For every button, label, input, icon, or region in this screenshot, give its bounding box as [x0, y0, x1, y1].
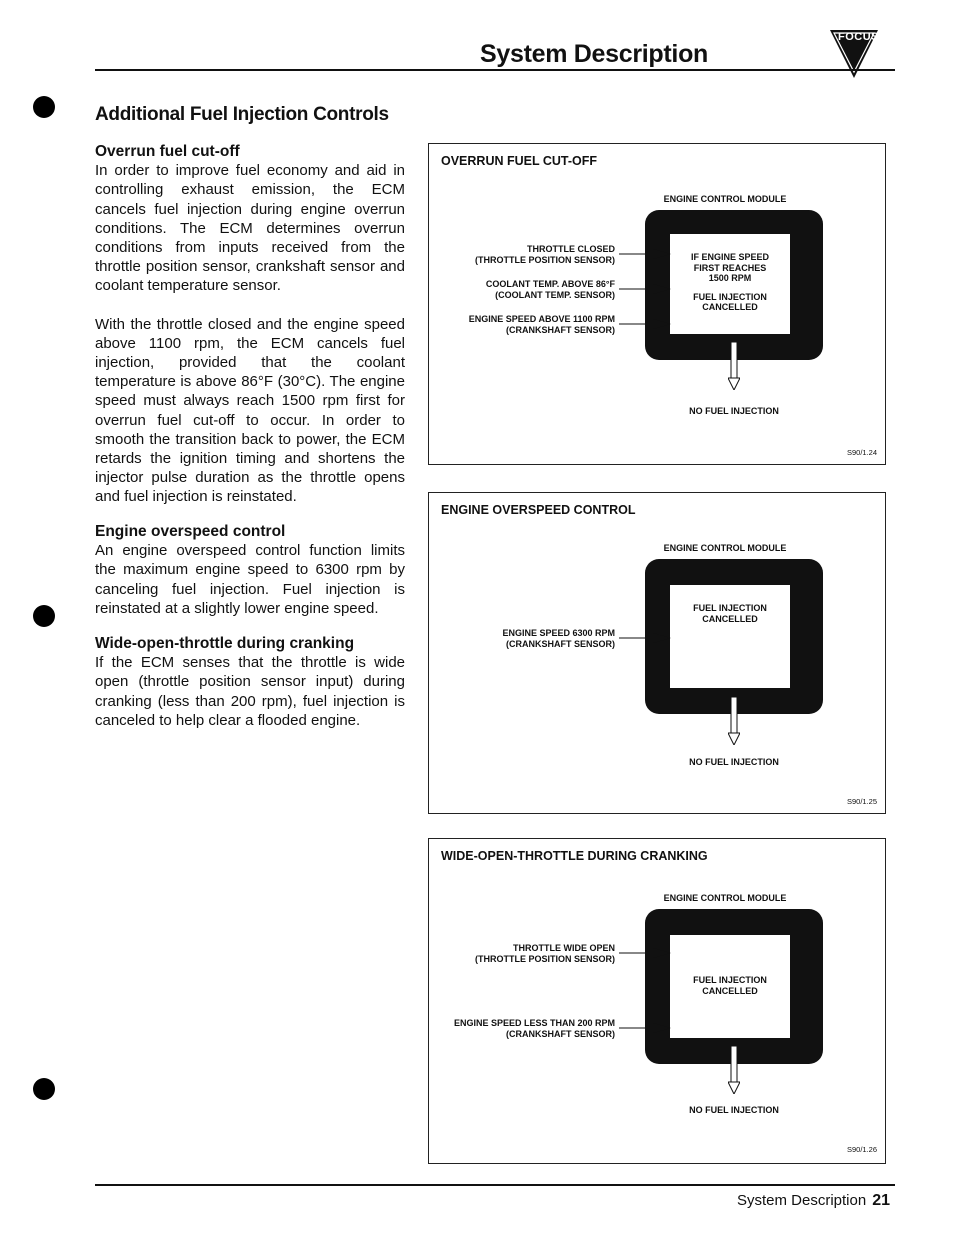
ecm-line: FUEL INJECTION [693, 975, 767, 985]
section-title: Additional Fuel Injection Controls [95, 104, 389, 125]
diagram-overspeed [428, 492, 886, 814]
margin-dot [33, 1078, 55, 1100]
input-arrow-icon [619, 631, 671, 645]
ecm-label: ENGINE CONTROL MODULE [663, 893, 787, 903]
ecm-line: CANCELLED [702, 302, 758, 312]
input-arrow-icon [619, 946, 671, 960]
input-line: (THROTTLE POSITION SENSOR) [474, 254, 615, 265]
ecm-label: ENGINE CONTROL MODULE [663, 194, 787, 204]
overspeed-section [95, 522, 405, 618]
output-label: NO FUEL INJECTION [689, 406, 779, 416]
diagram-overrun [428, 143, 886, 465]
input-arrow-icon [619, 317, 671, 331]
ecm-block [645, 909, 823, 1064]
header-rule [95, 69, 895, 71]
input-arrow-icon [619, 247, 671, 261]
footer-label: System Description [736, 1192, 867, 1209]
ecm-line: 1500 RPM [708, 273, 752, 283]
overspeed-para: An engine overspeed control function limits the maximum engine speed to 6300 rpm by canceling fuel injection. Fuel injection is reinstated at a slightly lower engine speed. [95, 542, 405, 617]
input-line: ENGINE SPEED ABOVE 1100 RPM [468, 314, 615, 324]
input-line: THROTTLE WIDE OPEN [513, 943, 615, 953]
ecm-line: IF ENGINE SPEED [690, 252, 770, 262]
margin-dot [33, 96, 55, 118]
figure-ref: S90/1.26 [846, 1145, 877, 1154]
overspeed-heading: Engine overspeed control [95, 523, 286, 540]
ecm-panel [670, 234, 790, 334]
page-number: 21 [872, 1192, 890, 1209]
input-crank [454, 1018, 615, 1039]
input-line: (CRANKSHAFT SENSOR) [506, 638, 615, 649]
input-crank [469, 314, 615, 335]
input-line: (CRANKSHAFT SENSOR) [506, 1028, 615, 1039]
overrun-heading: Overrun fuel cut-off [95, 143, 240, 160]
footer-rule [95, 1184, 895, 1186]
input-arrow-icon [619, 1021, 671, 1035]
input-arrow-icon [619, 282, 671, 296]
page-header-title: System Description [480, 40, 709, 68]
ecm-block [645, 210, 823, 360]
input-line: COOLANT TEMP. ABOVE 86°F [485, 279, 615, 289]
figure-ref: S90/1.24 [846, 448, 877, 457]
ecm-line: FUEL INJECTION [693, 603, 767, 613]
wot-para: If the ECM senses that the throttle is wide open (throttle position sensor input) during cranking (less than 200 rpm), fuel injection is canceled to help clear a flooded engine. [95, 654, 405, 729]
ecm-line: CANCELLED [702, 613, 758, 624]
ecm-text [670, 603, 790, 624]
input-line: ENGINE SPEED 6300 RPM [502, 628, 615, 638]
output-arrow-icon [728, 697, 740, 745]
ecm-block [645, 559, 823, 714]
output-arrow-icon [728, 342, 740, 390]
wot-section [95, 634, 405, 730]
ecm-panel [670, 585, 790, 688]
input-crank [502, 628, 615, 649]
input-line: (THROTTLE POSITION SENSOR) [474, 953, 615, 964]
ecm-label: ENGINE CONTROL MODULE [663, 543, 787, 553]
output-label: NO FUEL INJECTION [689, 1105, 779, 1115]
figure-ref: S90/1.25 [846, 797, 877, 806]
diagram-wot [428, 838, 886, 1164]
input-coolant [486, 279, 615, 300]
ecm-text [670, 252, 790, 313]
ecm-line: FIRST REACHES [693, 262, 767, 273]
overrun-para2: With the throttle closed and the engine speed above 1100 rpm, the ECM cancels fuel injection, provided that the coolant temperature is above 86°F (30°C). The engine speed must always reach 1500 rpm first for overrun fuel cut-off to occur. In order to smooth the transition back to power, the ECM retards the ignition timing and shortens the injector pulse duration as the throttle opens and fuel injection is reinstated. [95, 315, 405, 506]
ecm-panel [670, 935, 790, 1038]
input-throttle [475, 244, 615, 265]
diagram-title: WIDE-OPEN-THROTTLE DURING CRANKING [441, 849, 708, 863]
input-line: THROTTLE CLOSED [527, 244, 615, 254]
ecm-text [670, 975, 790, 996]
input-throttle [475, 943, 615, 964]
wot-heading: Wide-open-throttle during cranking [95, 635, 355, 652]
overrun-section [95, 142, 405, 507]
overrun-para1: In order to improve fuel economy and aid in controlling exhaust emission, the ECM cancels fuel injection during engine overrun conditions. The ECM determines overrun conditions from inputs received from the throttle position sensor, crankshaft sensor and coolant temperature sensor. [95, 162, 405, 295]
diagram-title: OVERRUN FUEL CUT-OFF [441, 154, 598, 168]
input-line: ENGINE SPEED LESS THAN 200 RPM [453, 1018, 615, 1028]
input-line: (CRANKSHAFT SENSOR) [506, 324, 615, 335]
output-arrow-icon [728, 1046, 740, 1094]
logo-text: FOCUS [838, 31, 879, 43]
output-label: NO FUEL INJECTION [689, 757, 779, 767]
diagram-title: ENGINE OVERSPEED CONTROL [441, 503, 636, 517]
page-footer [737, 1192, 890, 1210]
ecm-line: FUEL INJECTION [693, 291, 767, 302]
ecm-line: CANCELLED [702, 985, 758, 996]
margin-dot [33, 605, 55, 627]
input-line: (COOLANT TEMP. SENSOR) [495, 289, 615, 300]
